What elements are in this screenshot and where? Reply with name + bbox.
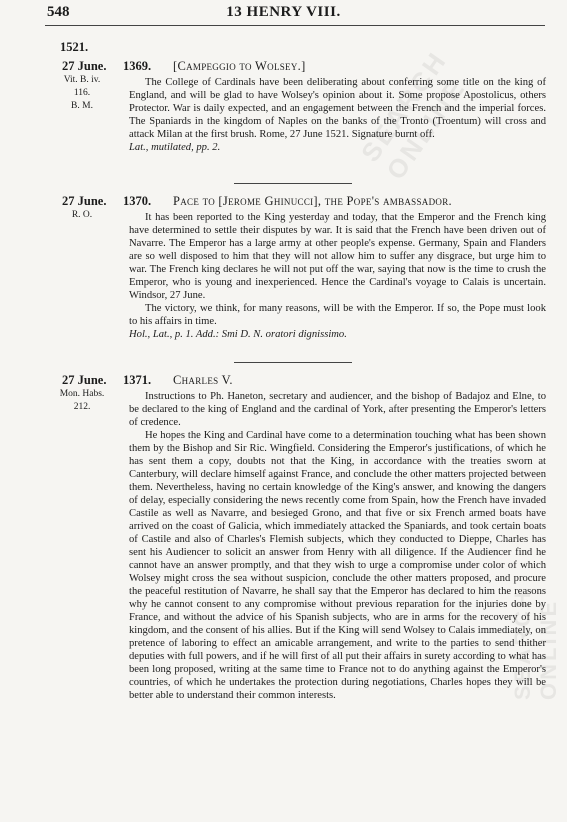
source-ref: Vit. B. iv.	[63, 75, 101, 85]
entry-paragraph: It has been reported to the King yesterday and today, that the Emperor and the French king have determined to settle their disputes by war. It is said that the French have been driven out of Navarre. The Emperor has a large army at other people's expense. Germany, Spain and Flanders are so well disposed to him that they will not allow him to suffer any disgrace, but urge him to war. The French king declares he will not put off the war, saying that now is the time to crush the Emperor, who is young and inexperienced. Hence the Cardinal's voyage to Calais is uncertain. Windsor, 27 June.	[129, 212, 546, 301]
entry-divider	[234, 183, 352, 184]
entry-note: Hol., Lat., p. 1. Add.: Smi D. N. oratori dignissimo.	[129, 329, 347, 340]
entry-body	[129, 390, 546, 702]
calendar-entry	[45, 373, 550, 818]
entry-paragraph: The College of Cardinals have been deliberating about conferring some title on the king of England, and will be glad to have Wolsey's opinion about it. Some propose Apostolicus, others Protector. War is daily expected, and an engagement between the French and the imperial forces. The Spaniards in the kingdom of Naples on the banks of the Tronto (Troentum) will cross and attack Milan at the first brush. Rome, 27 June 1521. Signature burnt off.	[129, 77, 546, 140]
watermark-stamp: SEARCH ONLINE	[355, 45, 472, 185]
entry-margin	[45, 373, 119, 414]
running-title: 13 HENRY VIII.	[226, 4, 341, 20]
entry-number: 1371.	[123, 373, 152, 387]
entry-divider	[234, 362, 352, 363]
entry-date: 27 June.	[62, 59, 107, 73]
entry-margin	[45, 194, 119, 222]
entry-date: 27 June.	[62, 194, 107, 208]
source-ref: R. O.	[71, 210, 93, 220]
year-label: 1521.	[60, 40, 89, 54]
entry-number: 1370.	[123, 194, 152, 208]
watermark-stamp-lower: SEARCH ONLINE	[510, 589, 561, 700]
entry-paragraph: The victory, we think, for many reasons, will be with the Emperor. If so, the Pope must look to his affairs in time.	[129, 303, 546, 327]
entry-paragraph: Instructions to Ph. Haneton, secretary and audiencer, and the bishop of Badajoz and Elne, to be declared to the king of England and the cardinal of York, after presenting the Emperor's letters of credence.	[129, 391, 546, 428]
entry-body	[129, 76, 546, 154]
page-number: 548	[47, 4, 70, 20]
entry-number: 1369.	[123, 59, 152, 73]
entry-margin	[45, 59, 119, 113]
header-rule	[45, 25, 545, 26]
entry-heading: [Campeggio to Wolsey.]	[173, 59, 306, 73]
entry-date: 27 June.	[62, 373, 107, 387]
entry-heading: Pace to [Jerome Ghinucci], the Pope's ambassador.	[173, 194, 452, 208]
entry-paragraph: He hopes the King and Cardinal have come to a determination touching what has been shown them by the Bishop and Sir Ric. Wingfield. Considering the Emperor's justifications, of which he has sent them a copy, doubts not that the King, in accordance with the treaties sworn at Canterbury, will declare himself against France, and conclude the other matters projected between them. Nevertheless, having no certain knowledge of the King's answer, and knowing the dangers of delay, especially considering the news recently come from Spain, how the French have invaded Castile as well as Navarre, and besieged Grono, and that five or six French armed boats have arrived on the coast of Galicia, which immediately attacked the Spaniards, and took certain boats of Castile and also of Charles's Flemish subjects, which they conducted to Dieppe, Charles has sent his Audiencer to solicit an answer from Henry with all diligence. If the Audiencer find he cannot have an answer promptly, and that they wish to urge a compromise under color of which Wolsey might cross the sea without suspicion, conclude the other matters proposed, and procure the peaceful restitution of Navarre, he shall say that the Emperor has declared to him the reasons why he cannot consent to any compromise without previous reparation for the injuries done by France, and without the advice of his Spanish subjects, who are in arms for the recovery of his kingdom, and the consent of his allies. But if the King will send Wolsey to Calais immediately, on pretence of laboring to effect an amicable arrangement, and write to the parties to send thither deputies with full powers, and if he will first of all put their affairs in surety according to what has been long proposed, writing at the same time to France not to do anything against the Emperor's countries, of which he undertakes the protection during negotiations, Charles hopes they will be better able to understand their common interests.	[129, 430, 546, 701]
entry-heading: Charles V.	[173, 373, 233, 387]
source-ref: B. M.	[71, 101, 93, 111]
source-ref: 212.	[73, 402, 91, 412]
calendar-entry	[45, 194, 550, 354]
calendar-entry	[45, 59, 550, 194]
source-ref: 116.	[73, 88, 91, 98]
entry-note: Lat., mutilated, pp. 2.	[129, 142, 221, 153]
entry-body	[129, 211, 546, 341]
source-ref: Mon. Habs.	[59, 389, 105, 399]
